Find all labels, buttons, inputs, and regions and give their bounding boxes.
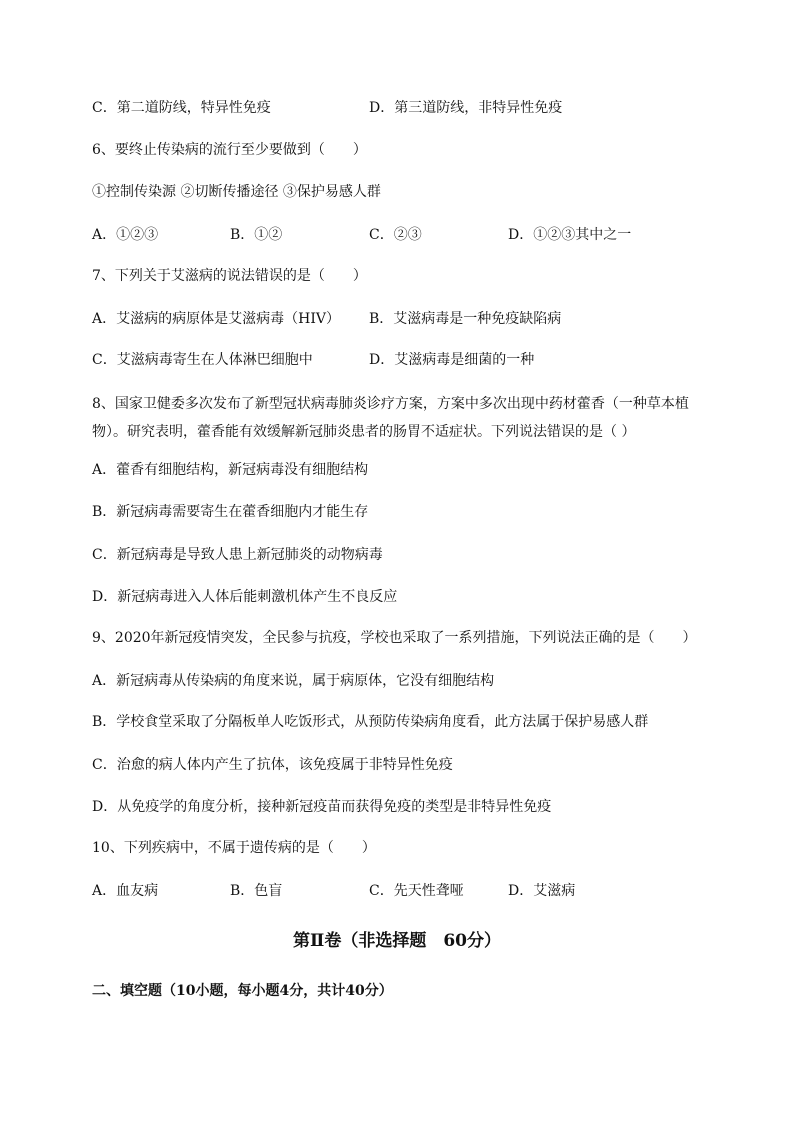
part2-section-heading: 二、填空题（10小题，每小题4分，共计40分）	[92, 983, 393, 999]
q7-option-d: D．艾滋病毒是细菌的一种	[369, 352, 535, 368]
q7-option-b: B．艾滋病毒是一种免疫缺陷病	[369, 311, 562, 327]
q9-option-d: D．从免疫学的角度分析，接种新冠疫苗而获得免疫的类型是非特异性免疫	[92, 799, 552, 815]
q8-stem: 8、国家卫健委多次发布了新型冠状病毒肺炎诊疗方案，方案中多次出现中药材藿香（一种草本植物）。研究表明，藿香能有效缓解新冠肺炎患者的肠胃不适症状。下列说法错误的是（ ）	[92, 396, 689, 440]
q6-stem: 6、要终止传染病的流行至少要做到（ ）	[92, 142, 367, 158]
q6-option-b: B．①②	[230, 227, 283, 243]
q10-stem: 10、下列疾病中，不属于遗传病的是（ ）	[92, 840, 376, 856]
q8-option-d: D．新冠病毒进入人体后能刺激机体产生不良反应	[92, 589, 398, 605]
q9-option-c: C．治愈的病人体内产生了抗体，该免疫属于非特异性免疫	[92, 757, 453, 773]
q10-option-c: C．先天性聋哑	[369, 883, 464, 899]
part2-title: 第Ⅱ卷（非选择题 60分）	[293, 931, 501, 951]
q7-stem: 7、下列关于艾滋病的说法错误的是（ ）	[92, 268, 367, 284]
q6-option-a: A．①②③	[92, 227, 159, 243]
q7-option-a: A．艾滋病的病原体是艾滋病毒（HIV）	[92, 311, 340, 327]
q10-option-b: B．色盲	[230, 883, 283, 899]
q9-option-a: A．新冠病毒从传染病的角度来说，属于病原体，它没有细胞结构	[92, 673, 495, 689]
q9-option-b: B．学校食堂采取了分隔板单人吃饭形式，从预防传染病角度看，此方法属于保护易感人群	[92, 714, 649, 730]
q5-option-d: D．第三道防线，非特异性免疫	[369, 100, 563, 116]
q6-note: ①控制传染源 ②切断传播途径 ③保护易感人群	[92, 184, 381, 200]
q10-option-a: A．血友病	[92, 883, 159, 899]
q8-option-c: C．新冠病毒是导致人患上新冠肺炎的动物病毒	[92, 547, 383, 563]
q9-stem: 9、2020年新冠疫情突发，全民参与抗疫，学校也采取了一系列措施，下列说法正确的是（ ）	[92, 630, 697, 646]
q8-option-a: A．藿香有细胞结构，新冠病毒没有细胞结构	[92, 462, 369, 478]
q8-option-b: B．新冠病毒需要寄生在藿香细胞内才能生存	[92, 504, 369, 520]
q7-option-c: C．艾滋病毒寄生在人体淋巴细胞中	[92, 352, 313, 368]
q6-option-d: D．①②③其中之一	[508, 227, 632, 243]
q6-option-c: C．②③	[369, 227, 422, 243]
q5-option-c: C．第二道防线，特异性免疫	[92, 100, 271, 116]
q10-option-d: D．艾滋病	[508, 883, 576, 899]
